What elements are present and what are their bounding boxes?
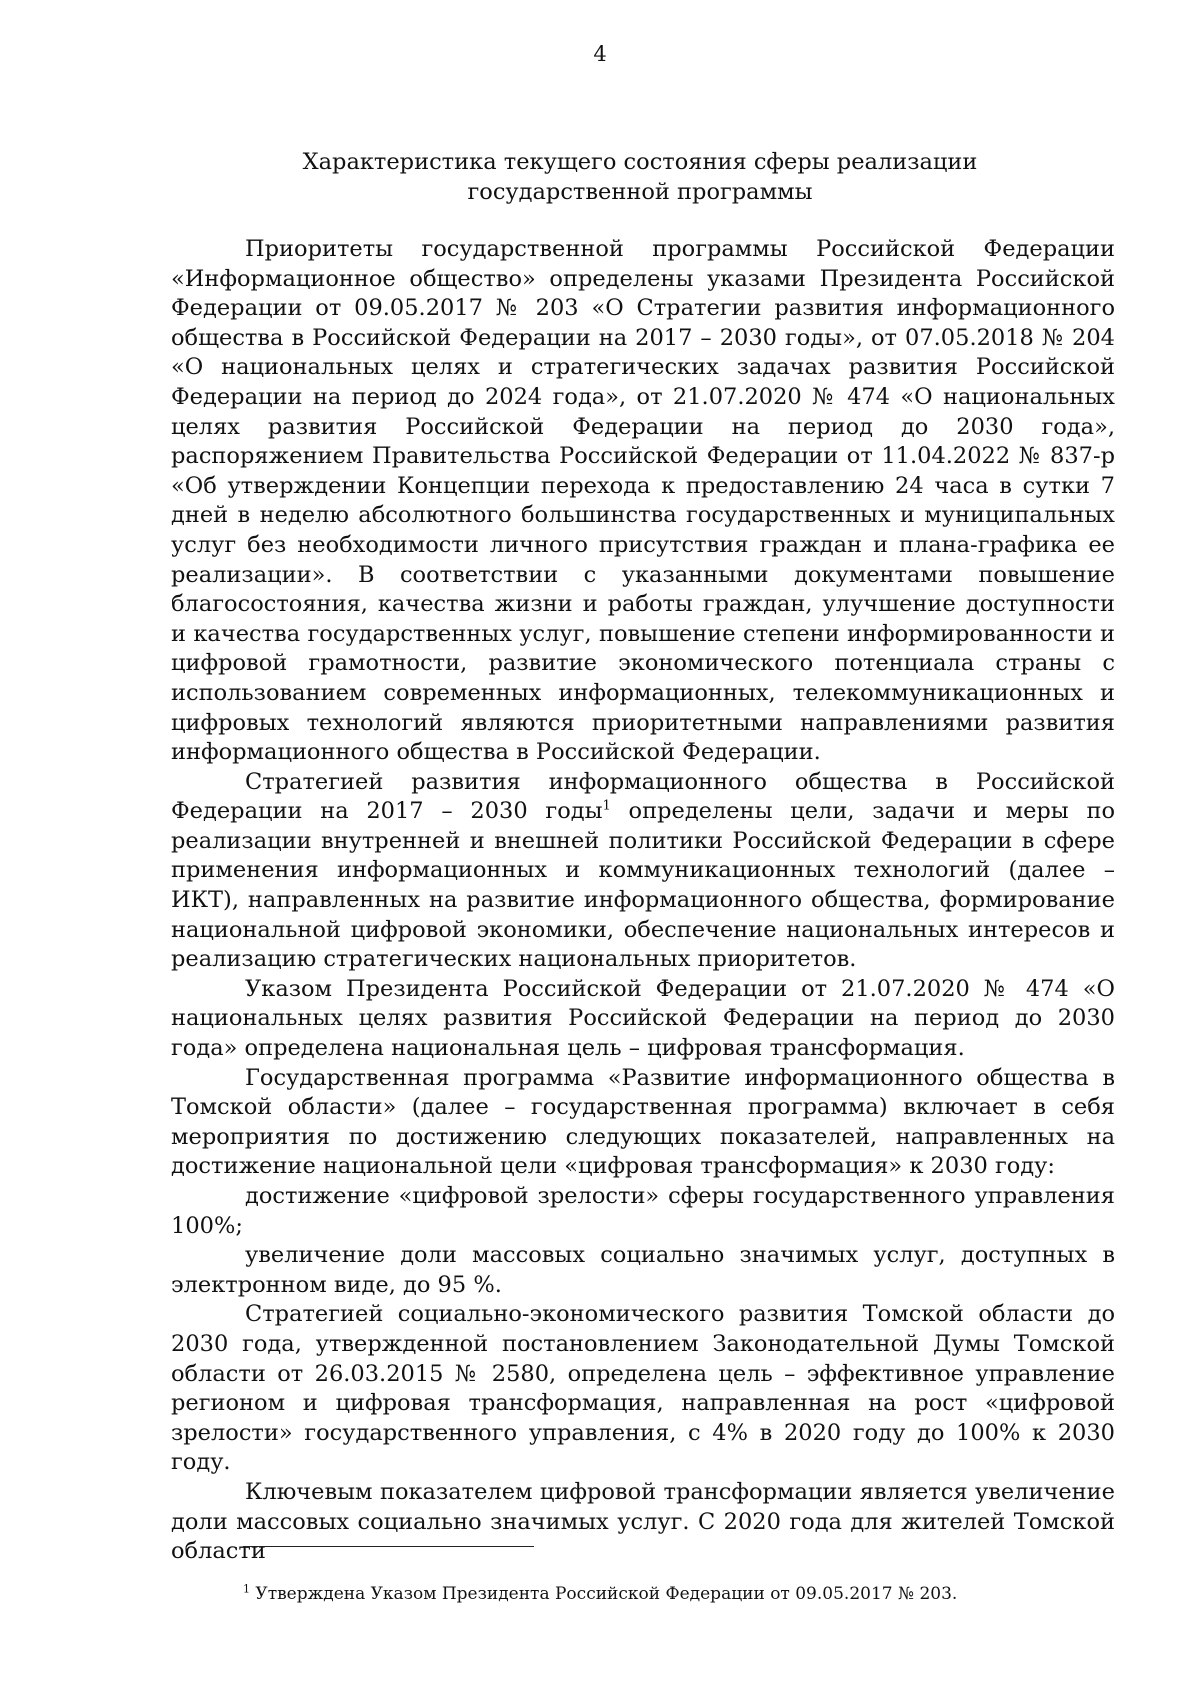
section-heading <box>170 147 1110 207</box>
paragraph-regional-strategy: Стратегией социально-экономического развития Томской области до 2030 года, утвержденной постановлением Законодательной Думы Томской области от 26.03.2015 № 2580, определена цель – эффективное управление регионом и цифровая трансформация, направленная на рост «цифровой зрелости» государственного управления, с 4% в 2020 году до 100% к 2030 году. <box>171 1301 1115 1476</box>
paragraph-program: Государственная программа «Развитие информационного общества в Томской области» (далее – государственная программа) включает в себя мероприятия по достижению следующих показателей, направленных на достижение национальной цели «цифровая трансформация» к 2030 году: <box>171 1064 1115 1180</box>
paragraph-indicator-maturity: достижение «цифровой зрелости» сферы государственного управления 100%; <box>171 1183 1115 1239</box>
page-number: 4 <box>593 42 607 66</box>
body-text <box>171 235 1115 1567</box>
paragraph-strategy-text-cont: определены цели, задачи и меры по реализации внутренней и внешней политики Российской Федерации в сфере применения информационных и коммуникационных технологий (далее – ИКТ), направленных на развитие информационного общества, формирование национальной цифровой экономики, обеспечение национальных интересов и реализацию стратегических национальных приоритетов. <box>171 798 1116 973</box>
paragraph-indicator-services: увеличение доли массовых социально значимых услуг, доступных в электронном виде, до 95 %. <box>171 1242 1115 1298</box>
paragraph-strategy <box>171 768 1115 975</box>
footnote <box>243 1583 1113 1605</box>
footnote-divider <box>243 1546 534 1547</box>
paragraph-strategy-text: Стратегией развития информационного общества в Российской Федерации на 2017 – 2030 годы <box>171 768 1115 825</box>
paragraph-decree: Указом Президента Российской Федерации от 21.07.2020 № 474 «О национальных целях развития Российской Федерации на период до 2030 года» определена национальная цель – цифровая трансформация. <box>171 975 1115 1062</box>
heading-line-2: государственной программы <box>467 179 813 205</box>
footnote-marker: 1 <box>243 1582 250 1596</box>
paragraph-priorities: Приоритеты государственной программы Российской Федерации «Информационное общество» определены указами Президента Российской Федерации от 09.05.2017 № 203 «О Стратегии развития информационного общества в Российской Федерации на 2017 – 2030 годы», от 07.05.2018 № 204 «О национальных целях и стратегических задачах развития Российской Федерации на период до 2024 года», от 21.07.2020 № 474 «О национальных целях развития Российской Федерации на период до 2030 года», распоряжением Правительства Российской Федерации от 11.04.2022 № 837-р «Об утверждении Концепции перехода к предоставлению 24 часа в сутки 7 дней в неделю абсолютного большинства государственных и муниципальных услуг без необходимости личного присутствия граждан и плана-графика ее реализации». В соответствии с указанными документами повышение благосостояния, качества жизни и работы граждан, улучшение доступности и качества государственных услуг, повышение степени информированности и цифровой грамотности, развитие экономического потенциала страны с использованием современных информационных, телекоммуникационных и цифровых технологий являются приоритетными направлениями развития информационного общества в Российской Федерации. <box>171 236 1115 766</box>
footnote-reference: 1 <box>602 798 611 814</box>
footnote-text: Утверждена Указом Президента Российской Федерации от 09.05.2017 № 203. <box>250 1584 958 1604</box>
heading-line-1: Характеристика текущего состояния сферы реализации <box>302 149 978 175</box>
paragraph-key-indicator: Ключевым показателем цифровой трансформации является увеличение доли массовых социально значимых услуг. С 2020 года для жителей Томской области <box>171 1478 1115 1565</box>
